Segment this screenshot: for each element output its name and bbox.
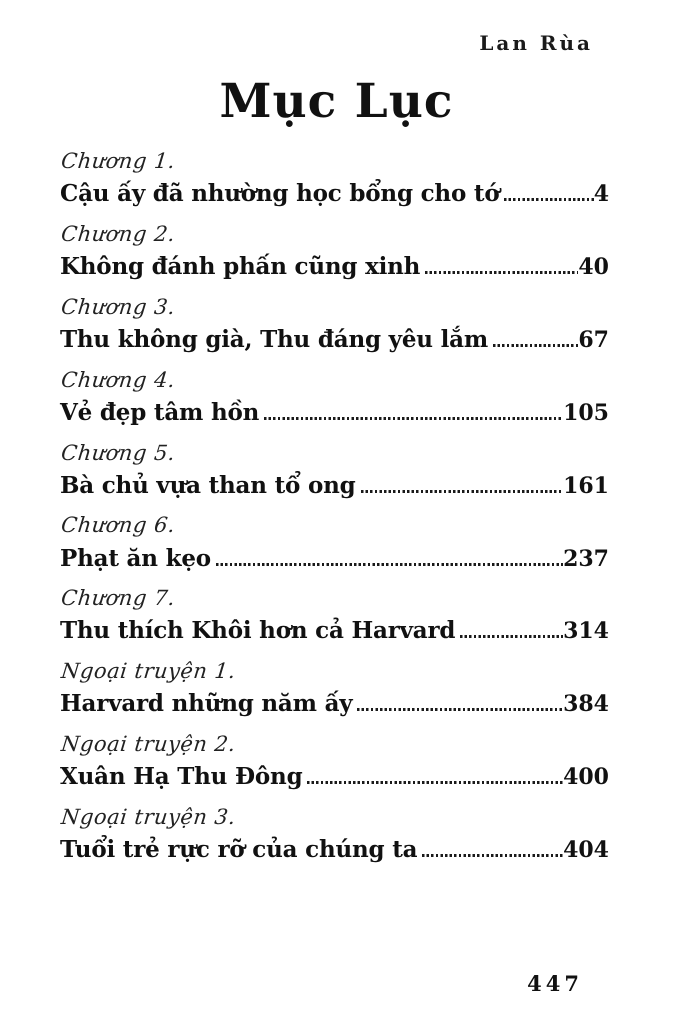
- chapter-page-number: 105: [563, 399, 609, 426]
- dot-leader: [422, 854, 563, 857]
- page-title: Mục Lục: [219, 74, 454, 129]
- toc-entry-row: [60, 326, 609, 355]
- footer-page-number: 447: [527, 971, 583, 996]
- dot-leader: [216, 563, 563, 566]
- chapter-title: Xuân Hạ Thu Đông: [60, 763, 303, 791]
- chapter-label: Chương 2.: [60, 221, 177, 246]
- chapter-page-number: 314: [563, 618, 609, 645]
- dot-leader: [264, 417, 563, 420]
- dot-leader: [307, 781, 563, 784]
- chapter-title: Không đánh phấn cũng xinh: [60, 253, 421, 281]
- chapter-title: Vẻ đẹp tâm hồn: [60, 398, 260, 426]
- chapter-label: Chương 4.: [60, 367, 177, 392]
- chapter-label: Chương 1.: [60, 149, 177, 173]
- chapter-label: Ngoại truyện 2.: [60, 732, 237, 757]
- chapter-label: Ngoại truyện 3.: [60, 805, 237, 830]
- chapter-page-number: 400: [563, 764, 609, 791]
- toc-entry-row: [60, 472, 609, 501]
- toc-entry-row: [60, 545, 609, 574]
- toc-entry: [60, 149, 609, 209]
- chapter-title: Bà chủ vựa than tổ ong: [60, 471, 356, 499]
- chapter-page-number: 161: [563, 472, 609, 499]
- toc-entry: [60, 222, 609, 282]
- toc-entry: [60, 513, 609, 573]
- chapter-label: Chương 7.: [60, 586, 177, 611]
- dot-leader: [361, 490, 564, 493]
- toc-list: [60, 149, 609, 878]
- toc-entry: [60, 441, 609, 501]
- chapter-label: Chương 6.: [60, 513, 177, 538]
- chapter-label: Chương 3.: [60, 294, 177, 319]
- toc-entry-row: [60, 617, 609, 646]
- chapter-page-number: 67: [578, 326, 609, 353]
- toc-entry: [60, 659, 609, 719]
- dot-leader: [460, 635, 563, 638]
- toc-entry-row: [60, 836, 609, 865]
- toc-entry: [60, 368, 609, 428]
- chapter-title: Harvard những năm ấy: [60, 690, 353, 718]
- chapter-title: Thu thích Khôi hơn cả Harvard: [60, 617, 456, 645]
- chapter-page-number: 384: [563, 691, 609, 718]
- chapter-title: Thu không già, Thu đáng yêu lắm: [60, 325, 488, 353]
- dot-leader: [493, 344, 578, 347]
- chapter-title: Cậu ấy đã nhường học bổng cho tớ: [60, 180, 500, 208]
- toc-entry-row: [60, 399, 609, 428]
- chapter-page-number: 40: [578, 254, 609, 281]
- toc-entry-row: [60, 253, 609, 282]
- chapter-page-number: 237: [563, 545, 609, 572]
- toc-entry-row: [60, 180, 609, 209]
- chapter-page-number: 4: [593, 181, 609, 208]
- author-name: Lan Rùa: [479, 31, 593, 55]
- dot-leader: [357, 708, 563, 711]
- chapter-title: Tuổi trẻ rực rỡ của chúng ta: [60, 836, 418, 864]
- dot-leader: [425, 271, 578, 274]
- toc-entry: [60, 586, 609, 646]
- toc-entry-row: [60, 690, 609, 719]
- toc-entry-row: [60, 763, 609, 792]
- toc-entry: [60, 805, 609, 865]
- chapter-label: Chương 5.: [60, 440, 177, 465]
- dot-leader: [504, 198, 593, 201]
- toc-entry: [60, 732, 609, 792]
- chapter-page-number: 404: [563, 837, 609, 864]
- chapter-label: Ngoại truyện 1.: [60, 659, 237, 684]
- toc-entry: [60, 295, 609, 355]
- chapter-title: Phạt ăn kẹo: [60, 544, 211, 572]
